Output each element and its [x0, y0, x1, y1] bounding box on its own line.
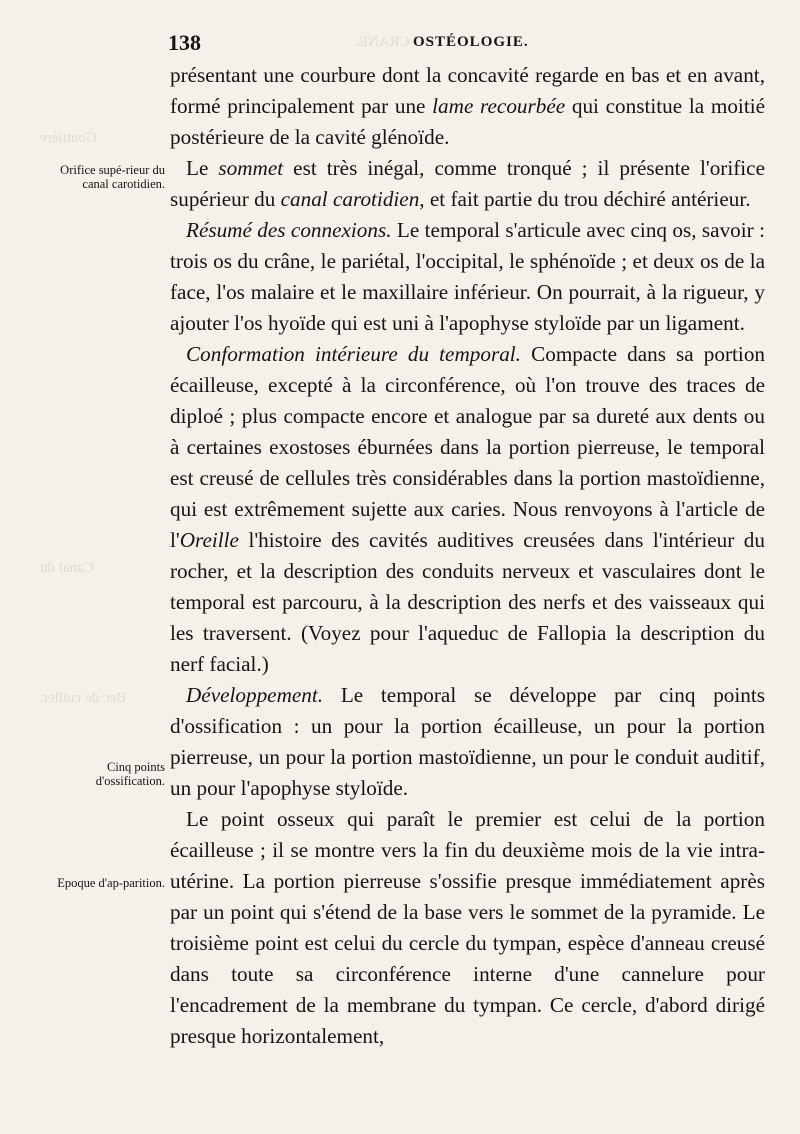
- text-run: Compacte dans sa portion écailleuse, excepté à la circonférence, où l'on trouve des traces de diploé ; plus compacte encore et analogue par sa dureté aux dents ou à certaines exostoses éburnées dans la portion pierreuse, le temporal est creusé de cellules très considérables dans la portion mastoïdienne, qui est extrêmement sujette aux caries. Nous renvoyons à l'article de l': [170, 342, 766, 552]
- italic-text: Développement.: [186, 683, 324, 707]
- italic-text: sommet: [218, 156, 284, 180]
- paragraph: [170, 680, 765, 804]
- italic-text: Conformation intérieure du temporal.: [186, 342, 521, 366]
- italic-text: Résumé des connexions.: [186, 218, 392, 242]
- text-run: , et fait partie du trou déchiré antérieur.: [419, 187, 751, 211]
- text-run: qui constitue la moitié postérieure de la cavité glénoïde.: [170, 94, 765, 149]
- margin-note-epoque: Epoque d'ap-parition.: [57, 876, 165, 890]
- text-run: Le point osseux qui paraît le premier est celui de la portion écailleuse ; il se montre vers la fin du deuxième mois de la vie intra-utérine. La portion pierreuse s'ossifie presque immédiatement après par un point qui s'étend de la base vers le sommet de la pyramide. Le troisième point est celui du cercle du tympan, espèce d'anneau creusé dans toute sa circonférence interne d'une cannelure pour l'encadrement de la membrane du tympan. Ce cercle, d'abord dirigé presque horizontalement,: [170, 807, 765, 1048]
- margin-note-orifice: Orifice supé-rieur du canal carotidien.: [60, 163, 165, 191]
- text-run: Le temporal se développe par cinq points d'ossification : un pour la portion écailleuse, un pour la portion pierreuse, un pour la portion mastoïdienne, un pour le conduit auditif, un pour l'apophyse styloïde.: [170, 683, 765, 800]
- text-run: est très inégal, comme tronqué ; il présente l'orifice supérieur du: [170, 156, 765, 211]
- body-text: [170, 60, 765, 1052]
- margin-note-ossification: Cinq points d'ossification.: [95, 760, 165, 788]
- paragraph: [170, 60, 765, 153]
- paragraph: [170, 804, 765, 1052]
- paragraph: [170, 215, 765, 339]
- italic-text: Oreille: [179, 528, 239, 552]
- show-through-text: DU CRANE. Gouttière Canal du Bec de cuiller.: [40, 34, 436, 706]
- margin-notes: [0, 0, 165, 1134]
- page-number: 138: [168, 30, 201, 55]
- text-run: Le temporal s'articule avec cinq os, savoir : trois os du crâne, le pariétal, l'occipital, le sphénoïde ; et deux os de la face, l'os malaire et le maxillaire inférieur. On pourrait, à la rigueur, y ajouter l'os hyoïde qui est uni à l'apophyse styloïde par un ligament.: [170, 218, 765, 335]
- running-head: OSTÉOLOGIE.: [413, 34, 529, 50]
- italic-text: canal carotidien: [280, 187, 420, 211]
- text-run: Le: [186, 156, 219, 180]
- italic-text: lame recourbée: [432, 94, 566, 118]
- page-header: [168, 30, 768, 56]
- text-run: présentant une courbure dont la concavité regarde en bas et en avant, formé principalement par une: [170, 63, 765, 118]
- paragraph: [170, 339, 765, 680]
- text-run: l'histoire des cavités auditives creusées dans l'intérieur du rocher, et la description des conduits nerveux et vasculaires dont le temporal est parcouru, à la description des nerfs et des vaisseaux qui les traversent. (Voyez pour l'aqueduc de Fallopia la description du nerf facial.): [170, 528, 765, 676]
- paragraph: [170, 153, 765, 215]
